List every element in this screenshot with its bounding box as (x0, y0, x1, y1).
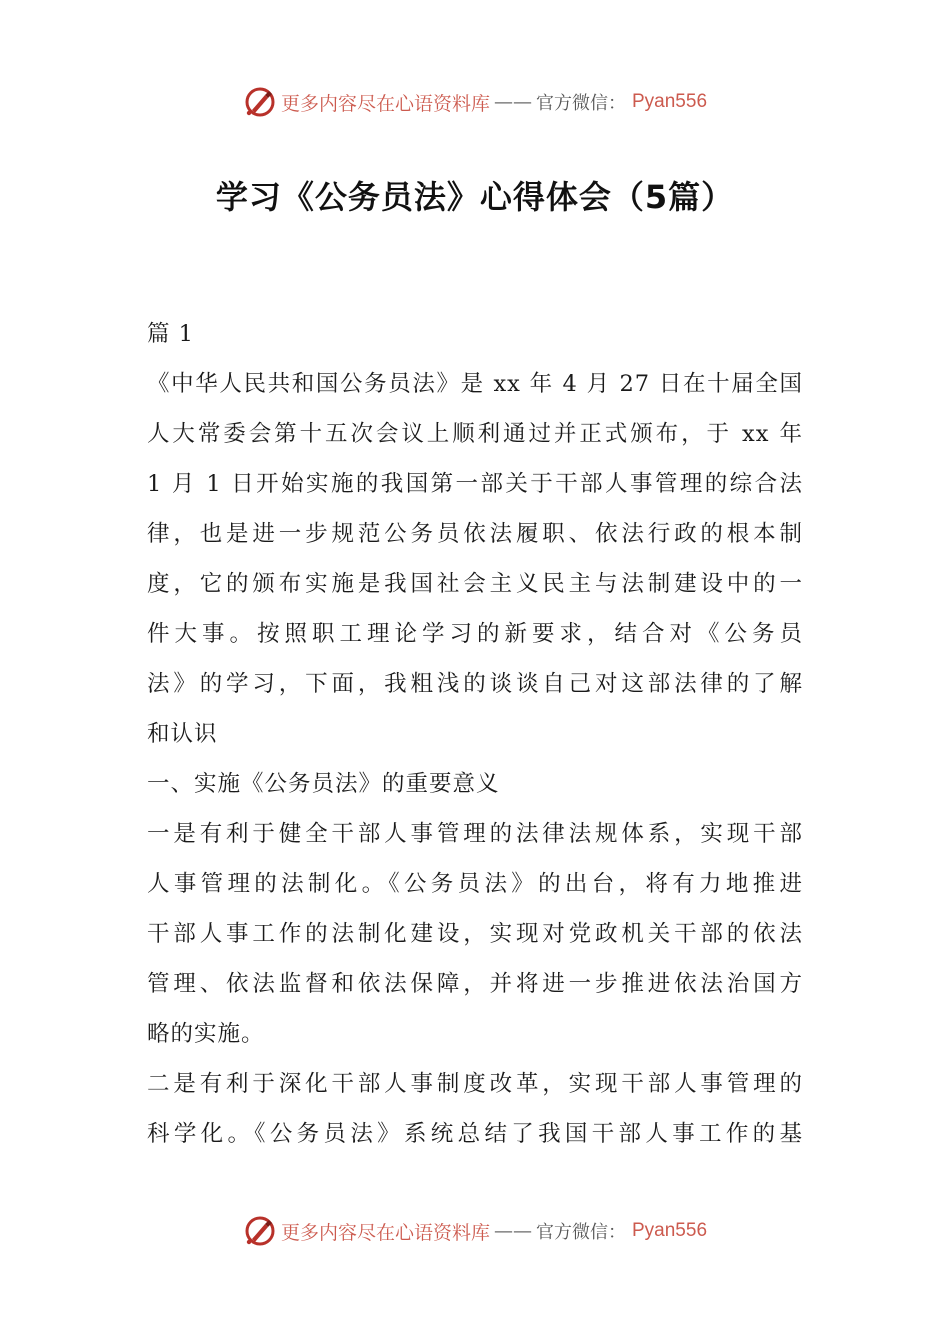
document-title: 学习《公务员法》心得体会（5篇） (215, 178, 735, 216)
pen-circle-logo-icon (243, 85, 277, 119)
paragraph-line: 一是有利于健全干部人事管理的法律法规体系，实现干部 (147, 821, 803, 847)
paragraph-line: 《中华人民共和国公务员法》是 xx 年 4 月 27 日在十届全国 (147, 371, 803, 397)
banner-separator: —— (494, 91, 532, 113)
paragraph-line: 科学化。《公务员法》系统总结了我国干部人事工作的基 (147, 1121, 803, 1147)
paragraph-line: 1 月 1 日开始实施的我国第一部关于干部人事管理的综合法 (147, 471, 803, 497)
footer-banner (0, 1211, 950, 1251)
footer-banner-content (243, 1214, 707, 1248)
paragraph-line: 干部人事工作的法制化建设，实现对党政机关干部的依法 (147, 921, 803, 947)
paragraph-line: 件大事。按照职工理论学习的新要求，结合对《公务员 (147, 621, 803, 647)
document-body (147, 309, 803, 1159)
banner-wechat-label: 官方微信： (536, 93, 626, 114)
paragraph-line: 二是有利于深化干部人事制度改革，实现干部人事管理的 (147, 1071, 803, 1097)
header-banner (0, 82, 950, 122)
paragraph-line: 略的实施。 (147, 1021, 265, 1047)
paragraph-line: 律，也是进一步规范公务员依法履职、依法行政的根本制 (147, 521, 803, 547)
pen-circle-logo-icon (243, 1214, 277, 1248)
section-heading: 篇 1 (147, 321, 194, 347)
paragraph-line: 人大常委会第十五次会议上顺利通过并正式颁布，于 xx 年 (147, 421, 803, 447)
banner-wechat-id: Pyan556 (632, 91, 708, 112)
banner-text: 更多内容尽在心语资料库 (280, 1221, 490, 1244)
paragraph-line: 法》的学习，下面，我粗浅的谈谈自己对这部法律的了解 (147, 671, 803, 697)
header-banner-content (243, 85, 707, 119)
banner-separator: —— (494, 1220, 532, 1242)
subsection-heading: 一、实施《公务员法》的重要意义 (147, 771, 500, 797)
paragraph-line: 度，它的颁布实施是我国社会主义民主与法制建设中的一 (147, 571, 803, 597)
banner-wechat-label: 官方微信： (536, 1222, 626, 1243)
paragraph-line: 管理、依法监督和依法保障，并将进一步推进依法治国方 (147, 971, 803, 997)
paragraph-line: 和认识 (147, 721, 218, 747)
paragraph-line: 人事管理的法制化。《公务员法》的出台，将有力地推进 (147, 871, 803, 897)
banner-text: 更多内容尽在心语资料库 (280, 92, 490, 115)
banner-wechat-id: Pyan556 (632, 1220, 708, 1241)
